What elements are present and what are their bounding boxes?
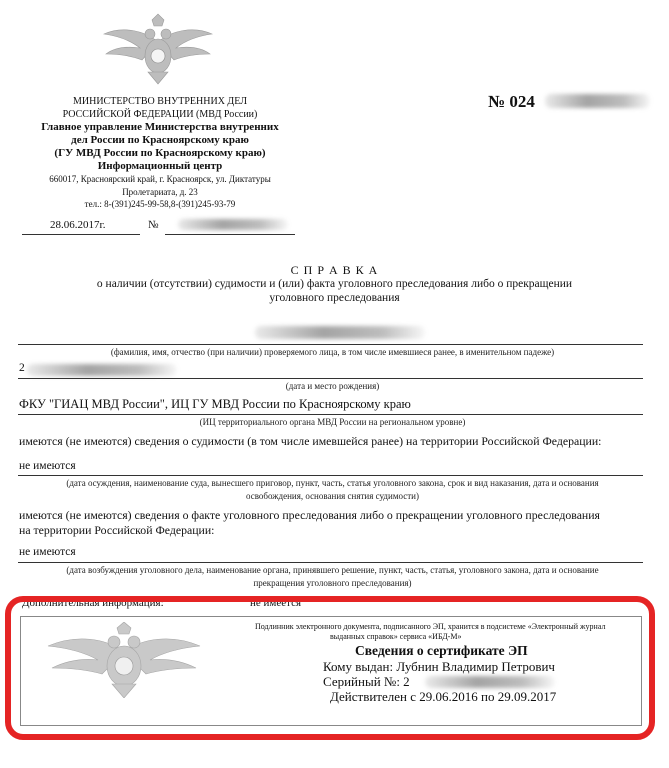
department-line-2: дел России по Красноярскому краю xyxy=(71,134,249,146)
conviction-caption-line-2: освобождения, основания снятия судимости) xyxy=(246,491,419,501)
department-line-4: Информационный центр xyxy=(97,160,223,172)
outgoing-number-label: № xyxy=(148,219,159,231)
certificate-issued-to: Кому выдан: Лубнин Владимир Петрович xyxy=(323,659,555,674)
birth-caption: (дата и место рождения) xyxy=(285,381,380,391)
redacted-number xyxy=(545,94,650,108)
birth-value: 2 xyxy=(19,362,25,374)
document-subtitle-line-1: о наличии (отсутствии) судимости и (или) факта уголовного преследования либо о прекращении xyxy=(96,278,573,290)
certificate-title: Сведения о сертификате ЭП xyxy=(355,643,528,658)
redacted-birth-data xyxy=(27,364,177,376)
additional-info-value: не имеется xyxy=(250,597,302,609)
conviction-caption-line-1: (дата осуждения, наименование суда, вынесшего приговор, пункт, часть, статья уголовного закона, срок и вид наказания, дата и основания xyxy=(66,478,599,488)
document-subtitle-line-2: уголовного преследования xyxy=(269,292,400,304)
ministry-line-2: РОССИЙСКОЙ ФЕДЕРАЦИИ (МВД России) xyxy=(62,108,258,120)
issue-date: 28.06.2017г. xyxy=(50,219,106,231)
prosecution-question-line-2: на территории Российской Федерации: xyxy=(19,523,215,537)
phone-line: тел.: 8-(391)245-99-58,8-(391)245-93-79 xyxy=(84,199,236,209)
prosecution-caption-line-1: (дата возбуждения уголовного дела, наименование органа, принявшего решение, пункт, часть, статья, уголовного закона, дата и основание xyxy=(66,565,599,575)
full-name-caption: (фамилия, имя, отчество (при наличии) проверяемого лица, в том числе имевшиеся ранее, в именительном падеже) xyxy=(110,347,555,357)
certificate-serial: Серийный №: 2 xyxy=(323,674,410,689)
organ-value: ФКУ "ГИАЦ МВД России", ИЦ ГУ МВД России по Красноярскому краю xyxy=(19,397,411,411)
redacted-full-name xyxy=(255,326,425,339)
document-number: № 024 xyxy=(488,92,535,111)
certificate-notice-line-1: Подлинник электронного документа, подписанного ЭП, хранится в подсистеме «Электронный журнал xyxy=(255,622,606,631)
mvd-emblem-icon xyxy=(100,12,216,86)
department-line-3: (ГУ МВД России по Красноярскому краю) xyxy=(54,147,266,159)
certificate-emblem-icon xyxy=(44,622,204,698)
address-line-1: 660017, Красноярский край, г. Красноярск, ул. Диктатуры xyxy=(49,174,271,184)
prosecution-question-line-1: имеются (не имеются) сведения о факте уголовного преследования либо о прекращении уголовного преследования xyxy=(19,508,600,522)
prosecution-answer: не имеются xyxy=(19,546,76,558)
document-heading: С П Р А В К А xyxy=(290,263,379,277)
redacted-serial-number xyxy=(425,676,555,688)
address-line-2: Пролетариата, д. 23 xyxy=(122,186,198,197)
certificate-notice-line-2: выданных справок» сервиса «ИБД-М» xyxy=(330,632,462,641)
conviction-question: имеются (не имеются) сведения о судимости (в том числе имевшейся ранее) на территории Российской Федерации: xyxy=(19,434,602,448)
organization-block xyxy=(10,96,310,211)
conviction-answer: не имеются xyxy=(19,460,76,472)
ministry-line-1: МИНИСТЕРСТВО ВНУТРЕННИХ ДЕЛ xyxy=(72,96,247,107)
organ-caption: (ИЦ территориального органа МВД России на региональном уровне) xyxy=(199,417,466,427)
redacted-outgoing-number xyxy=(178,219,288,230)
prosecution-caption-line-2: прекращения уголовного преследования) xyxy=(253,578,412,588)
certificate-validity: Действителен с 29.06.2016 по 29.09.2017 xyxy=(330,689,557,704)
additional-info-label: Дополнительная информация: xyxy=(22,597,164,609)
department-line-1: Главное управление Министерства внутренних xyxy=(41,121,279,133)
